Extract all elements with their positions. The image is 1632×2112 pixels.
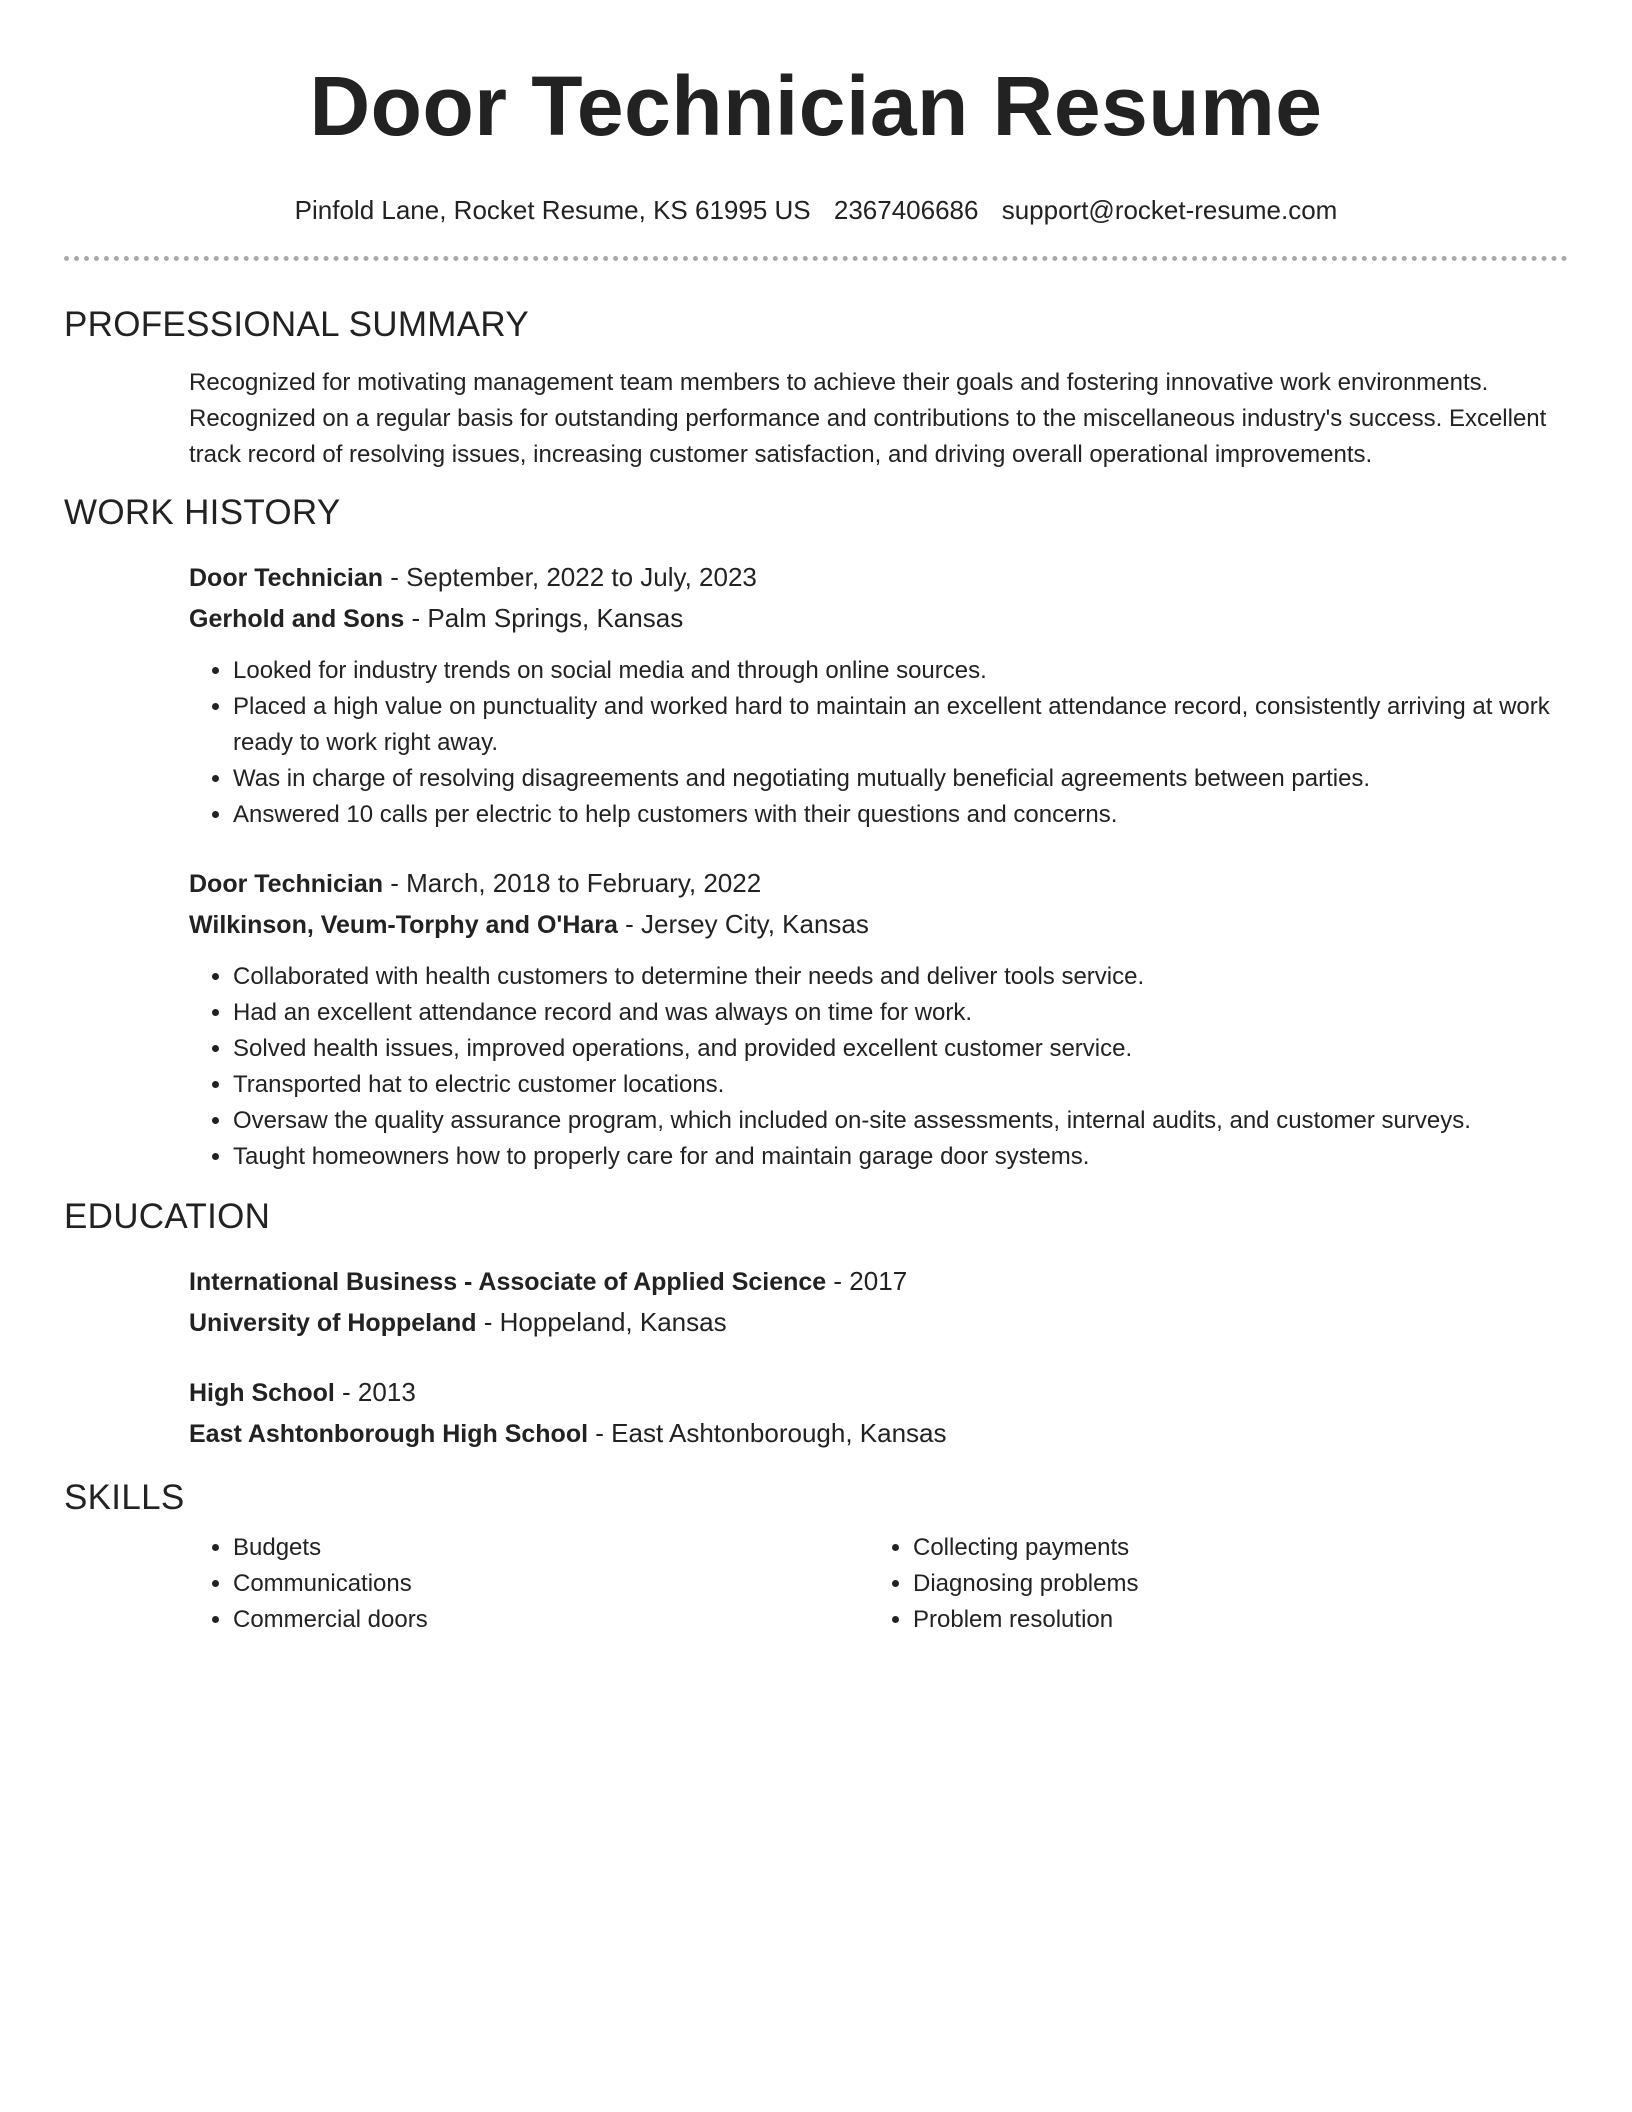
school-line — [189, 1413, 1568, 1454]
job-company-line — [189, 904, 1568, 945]
contact-phone: 2367406686 — [833, 195, 979, 225]
list-item: • Commercial doors — [233, 1602, 869, 1638]
job-title: Door Technician — [189, 564, 384, 592]
list-item: • Had an excellent attendance record and was always on time for work. — [233, 995, 1568, 1031]
job-dates: - March, 2018 to February, 2022 — [383, 868, 762, 898]
list-item: • Collecting payments — [913, 1530, 1549, 1566]
list-item: • Taught homeowners how to properly care for and maintain garage door systems. — [233, 1139, 1568, 1175]
job-title: Door Technician — [189, 870, 384, 898]
list-item: • Looked for industry trends on social media and through online sources. — [233, 653, 1568, 689]
school-line — [189, 1302, 1568, 1343]
job-title-line — [189, 863, 1568, 904]
education-heading: EDUCATION — [64, 1197, 271, 1236]
job-bullets — [189, 653, 1568, 833]
degree-line — [189, 1372, 1568, 1413]
job-dates: - September, 2022 to July, 2023 — [383, 562, 757, 592]
list-item: • Solved health issues, improved operations, and provided excellent customer service. — [233, 1031, 1568, 1067]
header-divider — [64, 256, 1568, 261]
list-item: • Answered 10 calls per electric to help customers with their questions and concerns. — [233, 797, 1568, 833]
list-item: • Budgets — [233, 1530, 869, 1566]
skills-list-left — [189, 1530, 869, 1638]
job-entry — [189, 557, 1568, 833]
education-entry — [189, 1261, 1568, 1343]
degree-line — [189, 1261, 1568, 1302]
job-location: - Palm Springs, Kansas — [404, 603, 684, 633]
degree-name: International Business - Associate of Applied Science — [189, 1268, 827, 1296]
degree-year: - 2017 — [826, 1266, 908, 1296]
job-title-line — [189, 557, 1568, 598]
list-item: • Was in charge of resolving disagreements and negotiating mutually beneficial agreements between parties. — [233, 761, 1568, 797]
summary-section — [189, 365, 1568, 473]
job-company: Gerhold and Sons — [189, 605, 405, 633]
job-company: Wilkinson, Veum-Torphy and O'Hara — [189, 911, 618, 939]
work-history-heading: WORK HISTORY — [64, 493, 341, 532]
school-name: University of Hoppeland — [189, 1309, 477, 1337]
list-item: • Collaborated with health customers to determine their needs and deliver tools service. — [233, 959, 1568, 995]
education-entry — [189, 1372, 1568, 1454]
school-location: - Hoppeland, Kansas — [476, 1307, 727, 1337]
summary-text: Recognized for motivating management team members to achieve their goals and fostering innovative work environments. Recognized on a regular basis for outstanding performance and contributions to the miscellaneous industry's success. Excellent track record of resolving issues, increasing customer satisfaction, and driving overall operational improvements. — [189, 369, 1547, 468]
degree-year: - 2013 — [334, 1377, 416, 1407]
degree-name: High School — [189, 1379, 335, 1407]
job-bullets — [189, 959, 1568, 1175]
education-section — [189, 1261, 1568, 1454]
resume-title: Door Technician Resume — [309, 59, 1323, 153]
list-item: • Problem resolution — [913, 1602, 1549, 1638]
job-company-line — [189, 598, 1568, 639]
school-location: - East Ashtonborough, Kansas — [588, 1418, 947, 1448]
contact-address: Pinfold Lane, Rocket Resume, KS 61995 US — [294, 195, 811, 225]
list-item: • Communications — [233, 1566, 869, 1602]
list-item: • Diagnosing problems — [913, 1566, 1549, 1602]
contact-line — [64, 194, 1568, 226]
skills-section — [189, 1530, 1568, 1638]
list-item: • Transported hat to electric customer locations. — [233, 1067, 1568, 1103]
job-entry — [189, 863, 1568, 1175]
skills-list-right — [869, 1530, 1549, 1638]
school-name: East Ashtonborough High School — [189, 1420, 589, 1448]
list-item: • Placed a high value on punctuality and worked hard to maintain an excellent attendance record, consistently arriving at work ready to work right away. — [233, 689, 1568, 761]
list-item: • Oversaw the quality assurance program, which included on-site assessments, internal audits, and customer surveys. — [233, 1103, 1568, 1139]
job-location: - Jersey City, Kansas — [617, 909, 869, 939]
work-history-section — [189, 557, 1568, 1175]
skills-heading: SKILLS — [64, 1478, 185, 1517]
summary-heading: PROFESSIONAL SUMMARY — [64, 305, 529, 344]
contact-email: support@rocket-resume.com — [1001, 195, 1338, 225]
